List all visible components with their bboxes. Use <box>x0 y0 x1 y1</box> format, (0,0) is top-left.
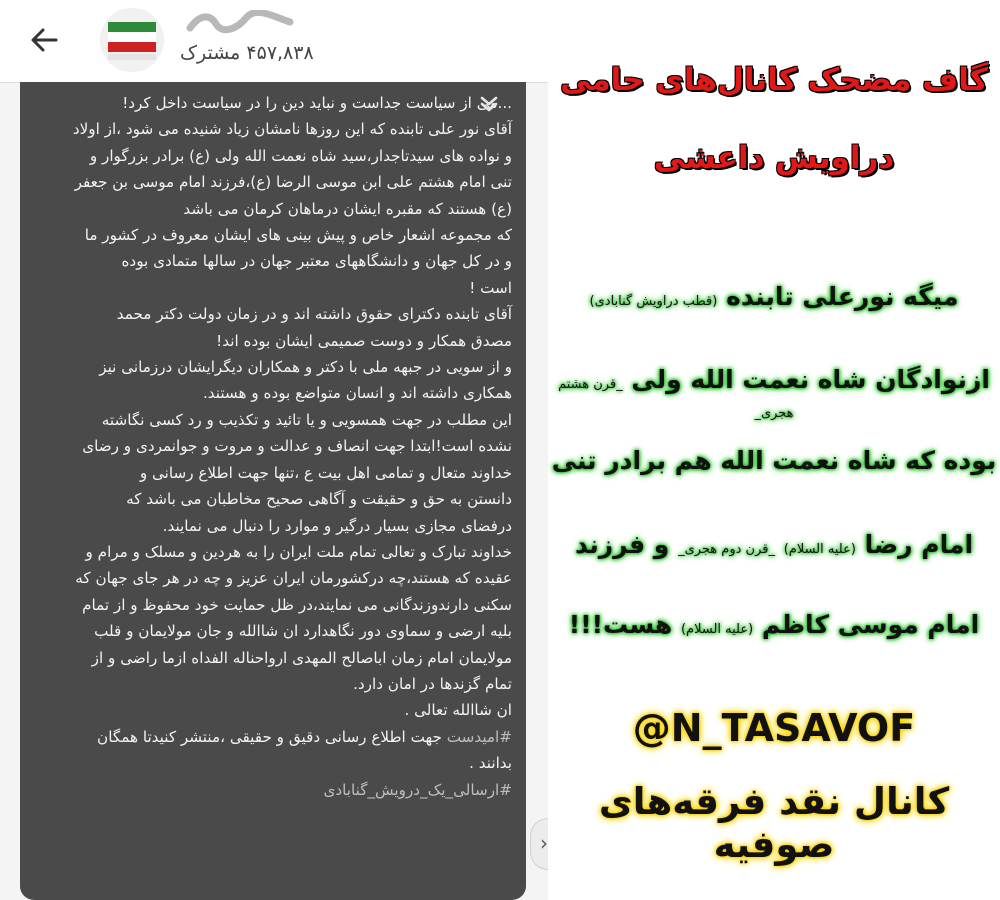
back-arrow-icon[interactable] <box>26 22 62 58</box>
channel-avatar[interactable] <box>100 8 164 72</box>
subscriber-count <box>180 42 314 64</box>
poster-line-5-a: امام موسی کاظم <box>761 610 980 639</box>
message-line: مصدق همکار و دوست صمیمی ایشان بوده اند! <box>216 331 512 350</box>
hashtag-suffix: جهت اطلاع رسانی دقیق و حقیقی ،منتشر کنیدتا همگان <box>97 727 447 746</box>
subscriber-label: مشترک <box>180 42 241 64</box>
message-line: بلیه ارضی و سماوی دور نگاهدارد ان شاالله و جان مولایمان و قلب <box>94 622 512 641</box>
poster-panel <box>548 0 1000 900</box>
poster-line-4-a: امام رضا <box>864 530 974 559</box>
message-line: (ع) هستند که مقبره ایشان درماهان کرمان می باشد <box>183 199 512 218</box>
message-line: بدانند . <box>469 754 512 773</box>
hashtag-link[interactable]: #امیدست <box>446 727 512 746</box>
poster-line-4-note2: _قرن دوم هجری_ <box>678 542 775 557</box>
message-line: است ! <box>469 278 512 297</box>
share-side-button[interactable] <box>530 818 548 870</box>
message-line-hashtag <box>20 777 512 803</box>
message-line: که مجموعه اشعار خاص و پیش بینی های ایشان معروف در کشور ما <box>84 226 512 245</box>
message-line: ان شاالله تعالی . <box>404 701 512 720</box>
message-line: تمام گزندها در امان دارد. <box>353 674 512 693</box>
hashtag-link[interactable]: #ارسالی_یک_درویش_گنابادی <box>323 780 512 799</box>
message-line: و نواده های سیدتاجدار،سید شاه نعمت الله ولی (ع) برادر بزرگوار و <box>89 146 512 165</box>
poster-line-4-note1: (علیه السلام) <box>783 542 856 557</box>
poster-line-2-main: ازنوادگان شاه نعمت الله ولی <box>631 365 990 394</box>
poster-line-4-b: و فرزند <box>574 530 670 559</box>
message-line: سکنی دارندوزندگانی می نمایند،در ظل حمایت خود محفوظ و از تمام <box>82 595 512 614</box>
message-bubble <box>20 82 526 900</box>
message-line: درفضای مجازی بسیار درگیر و موارد را دنبال می نمایند. <box>162 516 512 535</box>
subscriber-number: ۴۵۷,۸۳۸ <box>246 42 314 64</box>
chevron-right-icon: › <box>540 831 548 855</box>
poster-line-5-note: (علیه السلام) <box>680 622 754 637</box>
poster-line-1-main: میگه نورعلی تابنده <box>726 282 959 311</box>
message-line: خداوند متعال و تمامی اهل بیت ع ،تنها جهت اطلاع رسانی و <box>139 463 512 482</box>
channel-handle[interactable]: @N_TASAVOF <box>632 706 916 750</box>
message-line: مولایمان امام زمان اباصالح المهدی ارواحناله الفداه ازما راضی و از <box>91 648 512 667</box>
message-line: خداوند تبارک و تعالی تمام ملت ایران را به هردین و مسلک و مرام و <box>85 542 512 561</box>
poster-line-1 <box>548 282 1000 311</box>
poster-line-1-note: (قطب دراویش گنابادی) <box>589 294 718 309</box>
message-line-hashtag <box>20 724 512 750</box>
poster-line-5-b: هست!!! <box>568 610 673 639</box>
message-line: همکاری داشته اند و انسان متواضع بوده و هستند. <box>202 384 512 403</box>
chevron-down-icon[interactable] <box>474 92 504 116</box>
channel-name-blurred <box>186 10 296 34</box>
message-text <box>20 90 512 803</box>
poster-line-2-note: _قرن هشتم هجری_ <box>558 377 794 421</box>
message-line: و در کل جهان و دانشگاههای معتبر جهان در سالها متمادی بوده <box>121 252 512 271</box>
message-line: ...می از سیاست جداست و نباید دین را در سیاست داخل کرد! <box>122 94 512 112</box>
message-line: عقیده که هستند،چه درکشورمان ایران عزیز و چه در هر جای جهان که <box>75 569 512 588</box>
poster-line-3: بوده که شاه نعمت الله هم برادر تنی <box>551 446 997 475</box>
message-line: نشده است!ابتدا جهت انصاف و عدالت و مروت و جوانمردی و رضای <box>82 437 512 456</box>
message-line: آقای نور علی تابنده که این روزها نامشان زیاد شنیده می شود ،از اولاد <box>72 120 512 139</box>
channel-description: کانال نقد فرقه‌های صوفیه <box>598 780 950 866</box>
message-line: آقای تابنده دکترای حقوق داشته اند و در زمان دولت دکتر محمد <box>116 305 512 324</box>
channel-header <box>0 0 548 83</box>
poster-line-5 <box>548 610 1000 639</box>
poster-title-line1: گاف مضحک کانال‌های حامی <box>560 62 988 98</box>
message-line: این مطلب در جهت همسویی و یا تائید و تکذیب و رد کسی نگاشته <box>101 410 512 429</box>
poster-line-4 <box>548 530 1000 559</box>
poster-title-line2: دراویش داعشی <box>653 140 895 176</box>
message-line: و از سویی در جبهه ملی با دکتر و همکاران دیگرایشان درزمانی نیز <box>99 358 512 377</box>
message-line: دانستن به حق و حقیقت و آگاهی صحیح مخاطبان می باشد که <box>126 490 512 509</box>
message-line: تنی امام هشتم علی ابن موسی الرضا (ع)،فرزند امام موسی بن جعفر <box>74 173 512 192</box>
poster-line-2 <box>548 365 1000 423</box>
